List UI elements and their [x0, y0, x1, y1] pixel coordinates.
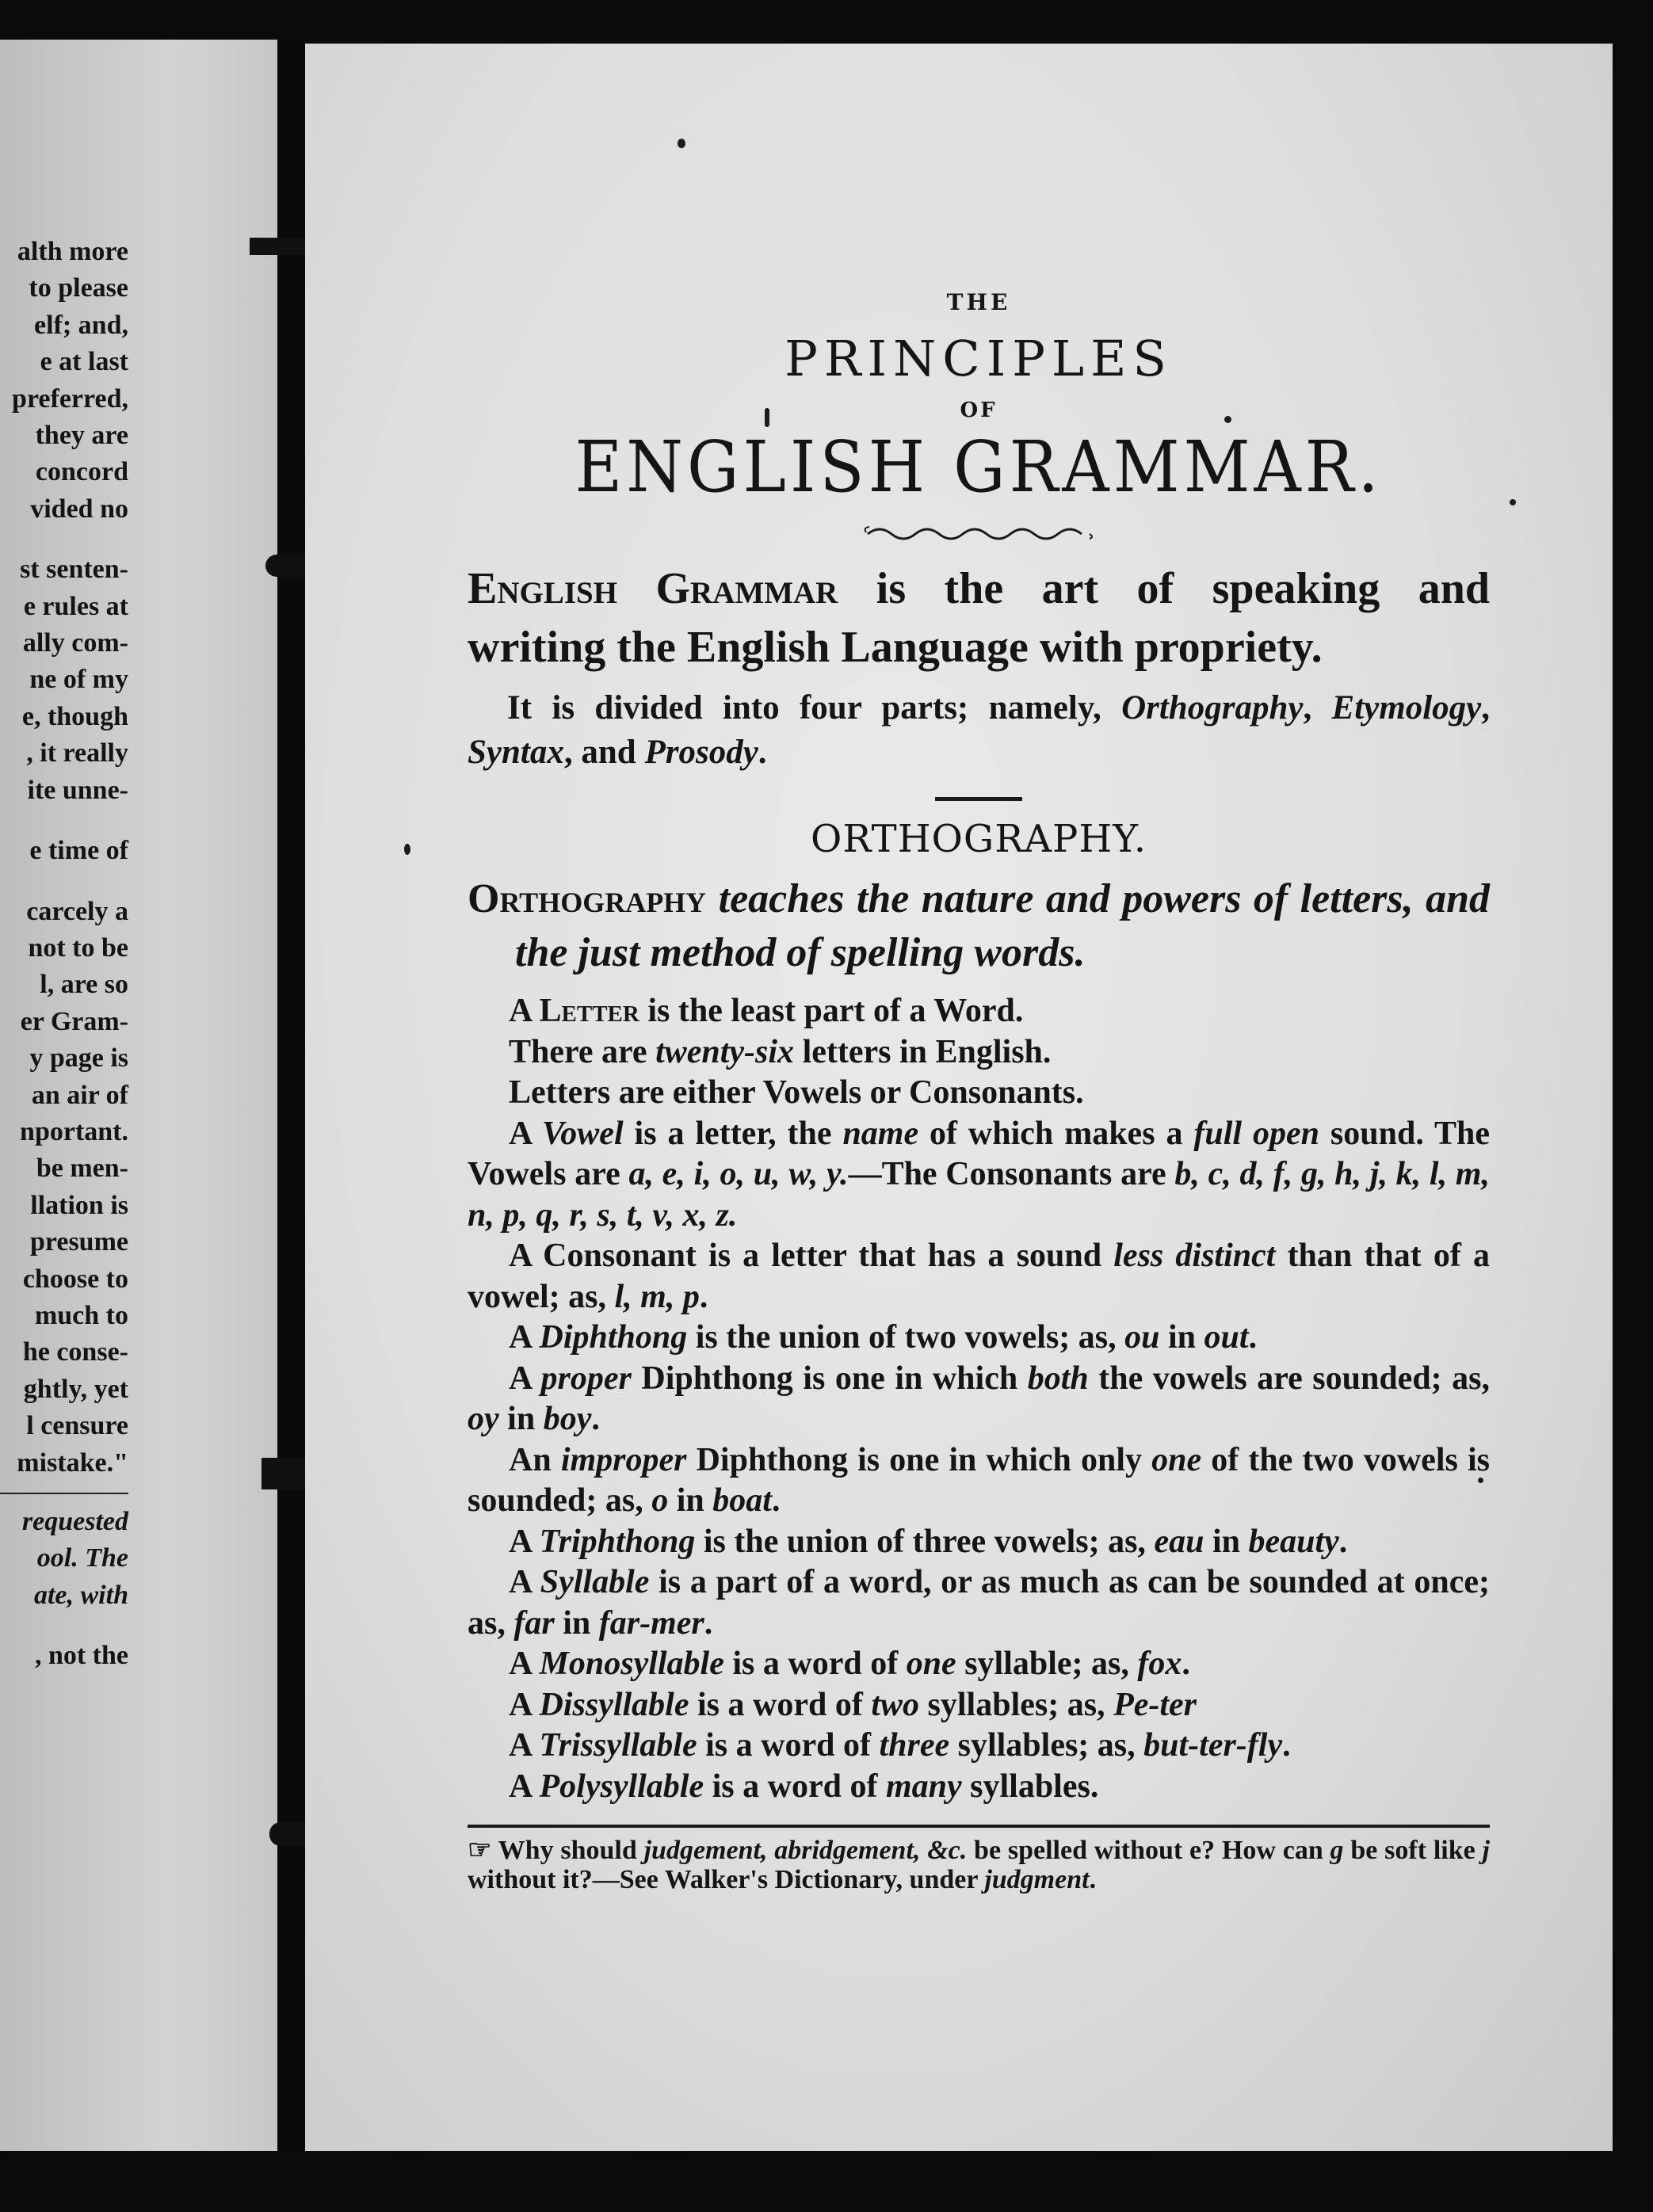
- text: .: [591, 1401, 600, 1437]
- text: in: [1159, 1319, 1204, 1356]
- term: Dissyllable: [539, 1686, 689, 1723]
- para-improper: [468, 1440, 1490, 1522]
- orthography-definition: [468, 872, 1490, 980]
- left-page-line: nportant.: [20, 1116, 128, 1146]
- text: Diphthong is one in which: [631, 1360, 1028, 1397]
- left-page-line: presume: [29, 1227, 128, 1257]
- left-page-line: they are: [35, 421, 128, 451]
- text: than that of a vowel; as,: [468, 1238, 1491, 1315]
- text: is the least part of a Word.: [639, 993, 1024, 1029]
- left-page-line: carcely a: [26, 896, 128, 926]
- left-page-line: be men-: [36, 1154, 128, 1184]
- example: beauty: [1248, 1523, 1339, 1560]
- example: oy: [468, 1401, 499, 1437]
- left-page-line: vided no: [30, 494, 128, 524]
- ink-speck: [1510, 499, 1516, 505]
- section-heading: ORTHOGRAPHY.: [811, 817, 1147, 861]
- example: far: [513, 1604, 555, 1642]
- left-page-line: choose to: [22, 1264, 128, 1294]
- orthography-term: Orthography: [468, 876, 707, 921]
- orthography-definition-text: teaches the nature and powers of letters, and the just method of spelling words.: [515, 876, 1490, 975]
- text: in: [668, 1482, 713, 1519]
- text: A: [509, 1727, 540, 1764]
- example: far-mer: [598, 1604, 704, 1642]
- text: is a word of: [704, 1768, 886, 1805]
- left-page-line: preferred,: [12, 383, 128, 414]
- footnote: [468, 1836, 1490, 1894]
- left-page-line: , it really: [26, 738, 128, 768]
- title-the: THE: [946, 289, 1011, 315]
- flourish-ornament: [860, 523, 1098, 542]
- text: A: [509, 1319, 540, 1356]
- ink-speck: [1224, 416, 1231, 423]
- term: proper: [540, 1360, 632, 1397]
- term: two: [871, 1686, 920, 1723]
- example: out: [1204, 1319, 1249, 1356]
- text: .: [1282, 1727, 1291, 1764]
- left-page-line: st senten-: [20, 555, 128, 585]
- term: judgement, abridgement, &c.: [643, 1836, 968, 1865]
- parts-sep: ,: [1481, 689, 1490, 727]
- text: There are: [509, 1033, 656, 1070]
- text: is the union of three vowels; as,: [695, 1523, 1155, 1560]
- body-text: [468, 991, 1490, 1807]
- left-page-line: y page is: [29, 1043, 128, 1074]
- left-page-line: to please: [29, 273, 128, 303]
- example: ou: [1124, 1319, 1160, 1356]
- left-page-footnote-line: ate, with: [33, 1580, 128, 1610]
- part-orthography: Orthography: [1121, 689, 1304, 727]
- term: three: [879, 1727, 950, 1764]
- term: judgment: [984, 1865, 1090, 1894]
- para-syllable: [468, 1562, 1490, 1644]
- left-page-line: mistake.": [17, 1447, 128, 1478]
- text: .: [699, 1278, 708, 1315]
- left-page-line: much to: [34, 1300, 128, 1330]
- term: Vowel: [541, 1115, 624, 1152]
- term: many: [885, 1768, 962, 1805]
- left-page-line: concord: [35, 457, 128, 487]
- text: letters in English.: [794, 1033, 1052, 1070]
- text: A: [509, 1115, 542, 1152]
- term: both: [1027, 1360, 1089, 1397]
- term: Diphthong: [539, 1319, 688, 1356]
- ink-speck: [765, 408, 769, 427]
- text: A: [509, 1564, 540, 1600]
- ink-speck: [1478, 1478, 1483, 1483]
- text: is a word of: [723, 1646, 907, 1682]
- para-triphthong: [468, 1522, 1490, 1563]
- left-page-gap: [0, 809, 128, 833]
- example: o: [651, 1482, 669, 1519]
- text: A: [509, 1360, 541, 1397]
- left-page-text: [0, 234, 128, 1675]
- text: of the two vowels is sounded; as,: [468, 1441, 1490, 1519]
- left-page-line: ghtly, yet: [23, 1374, 128, 1404]
- example: b, c, d, f, g, h, j, k, l, m, n, p, q, r, s, t, v, x, z.: [468, 1156, 1490, 1234]
- text: A: [509, 1686, 540, 1723]
- text: A: [509, 1768, 540, 1805]
- ink-speck: [404, 844, 410, 855]
- page-title: ENGLISH GRAMMAR.: [575, 427, 1383, 509]
- text: syllables.: [961, 1768, 1099, 1805]
- term: one: [906, 1646, 956, 1682]
- parts-sep: ,: [1303, 689, 1332, 727]
- left-page-line: ne of my: [29, 665, 128, 695]
- para-diphthong: [468, 1318, 1490, 1359]
- para-trissyllable: [468, 1726, 1490, 1767]
- example: Pe-ter: [1113, 1686, 1197, 1723]
- left-page-line: l censure: [26, 1411, 128, 1441]
- left-page-line: l, are so: [40, 970, 128, 1000]
- left-page-line: he conse-: [22, 1337, 128, 1367]
- definition-text-2: writing the English Language with propriety.: [468, 623, 1323, 672]
- term: full open: [1193, 1115, 1319, 1152]
- example: a, e, i, o, u, w, y.: [628, 1156, 849, 1192]
- left-page-rule: [0, 1493, 128, 1494]
- example: boy: [543, 1401, 592, 1437]
- text: .: [1248, 1319, 1258, 1356]
- term: Syllable: [540, 1564, 650, 1600]
- left-page-line: alth more: [17, 237, 128, 266]
- example: but-ter-fly: [1143, 1727, 1283, 1764]
- text: sound. The Vowels are: [468, 1115, 1490, 1192]
- text: syllables; as,: [949, 1727, 1144, 1764]
- part-prosody: Prosody: [644, 734, 758, 771]
- footnote-rule: [468, 1825, 1490, 1828]
- left-page-footnote-line: , not the: [34, 1641, 128, 1671]
- text: Diphthong is one in which only: [686, 1441, 1152, 1478]
- text: .: [1182, 1646, 1190, 1682]
- left-page-line: ally com-: [22, 628, 128, 658]
- term: improper: [560, 1441, 687, 1478]
- text: is a word of: [697, 1727, 880, 1764]
- para-count: [468, 1032, 1490, 1074]
- para-proper: [468, 1359, 1490, 1440]
- left-page-footnote-line: requested: [21, 1507, 128, 1536]
- term: j: [1482, 1836, 1490, 1865]
- left-page-line: an air of: [31, 1080, 128, 1110]
- para-consonant: [468, 1236, 1490, 1318]
- term: Polysyllable: [539, 1768, 704, 1805]
- para-dissyllable: [468, 1685, 1490, 1726]
- text: .: [1338, 1523, 1348, 1560]
- term: Letter: [539, 993, 639, 1029]
- parts-paragraph: [468, 686, 1490, 775]
- part-etymology: Etymology: [1331, 689, 1482, 727]
- pointing-hand-icon: ☞: [468, 1836, 492, 1865]
- term: less distinct: [1113, 1238, 1276, 1274]
- book-page: [305, 44, 1613, 2151]
- text: without it?—See Walker's Dictionary, under: [468, 1865, 985, 1894]
- text: is the union of two vowels; as,: [687, 1319, 1125, 1356]
- left-page-line: e time of: [29, 836, 128, 866]
- grammar-definition: [468, 559, 1490, 677]
- term: g: [1330, 1836, 1344, 1865]
- term: one: [1151, 1441, 1202, 1478]
- left-page-line: e rules at: [23, 591, 128, 621]
- definition-term: English Grammar: [468, 564, 838, 613]
- part-syntax: Syntax: [468, 734, 564, 771]
- text: A: [509, 1523, 540, 1560]
- parts-end: .: [758, 734, 767, 771]
- para-letter: [468, 991, 1490, 1032]
- text: be spelled without e? How can: [967, 1836, 1330, 1865]
- example: fox: [1137, 1646, 1182, 1682]
- text: of which makes a: [918, 1115, 1194, 1152]
- text: .: [771, 1482, 781, 1519]
- example: l, m, p: [614, 1278, 700, 1315]
- text: syllable; as,: [956, 1646, 1138, 1682]
- para-kinds: Letters are either Vowels or Consonants.: [509, 1074, 1084, 1111]
- ink-speck: [678, 139, 685, 148]
- left-page-line: er Gram-: [20, 1006, 128, 1036]
- parts-sep: , and: [563, 734, 645, 771]
- term: Monosyllable: [539, 1646, 724, 1682]
- page-content: [468, 238, 1490, 1894]
- text: syllables; as,: [919, 1686, 1114, 1723]
- text: An: [509, 1441, 561, 1478]
- left-page-gap: [0, 528, 128, 551]
- left-facing-page: [0, 40, 285, 2151]
- text: is a letter, the: [623, 1115, 843, 1152]
- para-vowel: [468, 1114, 1490, 1237]
- left-page-line: ite unne-: [27, 775, 128, 805]
- title-principles: PRINCIPLES: [785, 330, 1173, 387]
- left-page-line: llation is: [30, 1190, 128, 1220]
- text: is a word of: [689, 1686, 872, 1723]
- text: in: [554, 1604, 599, 1642]
- term: name: [842, 1115, 919, 1152]
- left-page-footnote-line: ool. The: [36, 1543, 128, 1573]
- term: Trissyllable: [539, 1727, 697, 1764]
- term: twenty-six: [655, 1033, 795, 1070]
- text: Why should: [491, 1836, 644, 1865]
- parts-intro: It is divided into four parts; namely,: [507, 689, 1122, 727]
- text: in: [498, 1401, 544, 1437]
- definition-text: is the art of speaking and: [838, 564, 1490, 613]
- para-monosyllable: [468, 1644, 1490, 1685]
- left-page-line: e at last: [40, 347, 128, 377]
- left-page-line: not to be: [28, 932, 128, 963]
- left-page-line: elf; and,: [34, 310, 128, 340]
- text: be soft like: [1343, 1836, 1483, 1865]
- text: A Consonant is a letter that has a sound: [509, 1238, 1114, 1274]
- example: eau: [1154, 1523, 1204, 1560]
- para-polysyllable: [468, 1767, 1490, 1808]
- term: Triphthong: [539, 1523, 696, 1560]
- text: A: [509, 993, 540, 1029]
- title-of: OF: [960, 399, 998, 422]
- text: in: [1204, 1523, 1249, 1560]
- left-page-line: e, though: [21, 701, 128, 731]
- text: the vowels are sounded; as,: [1088, 1360, 1491, 1397]
- text: —The Consonants are: [848, 1156, 1175, 1192]
- text: .: [704, 1604, 713, 1642]
- section-divider: [935, 797, 1022, 801]
- text: A: [509, 1646, 540, 1682]
- left-page-gap: [0, 870, 128, 894]
- left-page-gap: [0, 1614, 128, 1638]
- example: boat: [712, 1482, 772, 1519]
- text: .: [1089, 1865, 1097, 1894]
- text: is a part of a word, or as much as can be sounded at once; as,: [468, 1564, 1490, 1642]
